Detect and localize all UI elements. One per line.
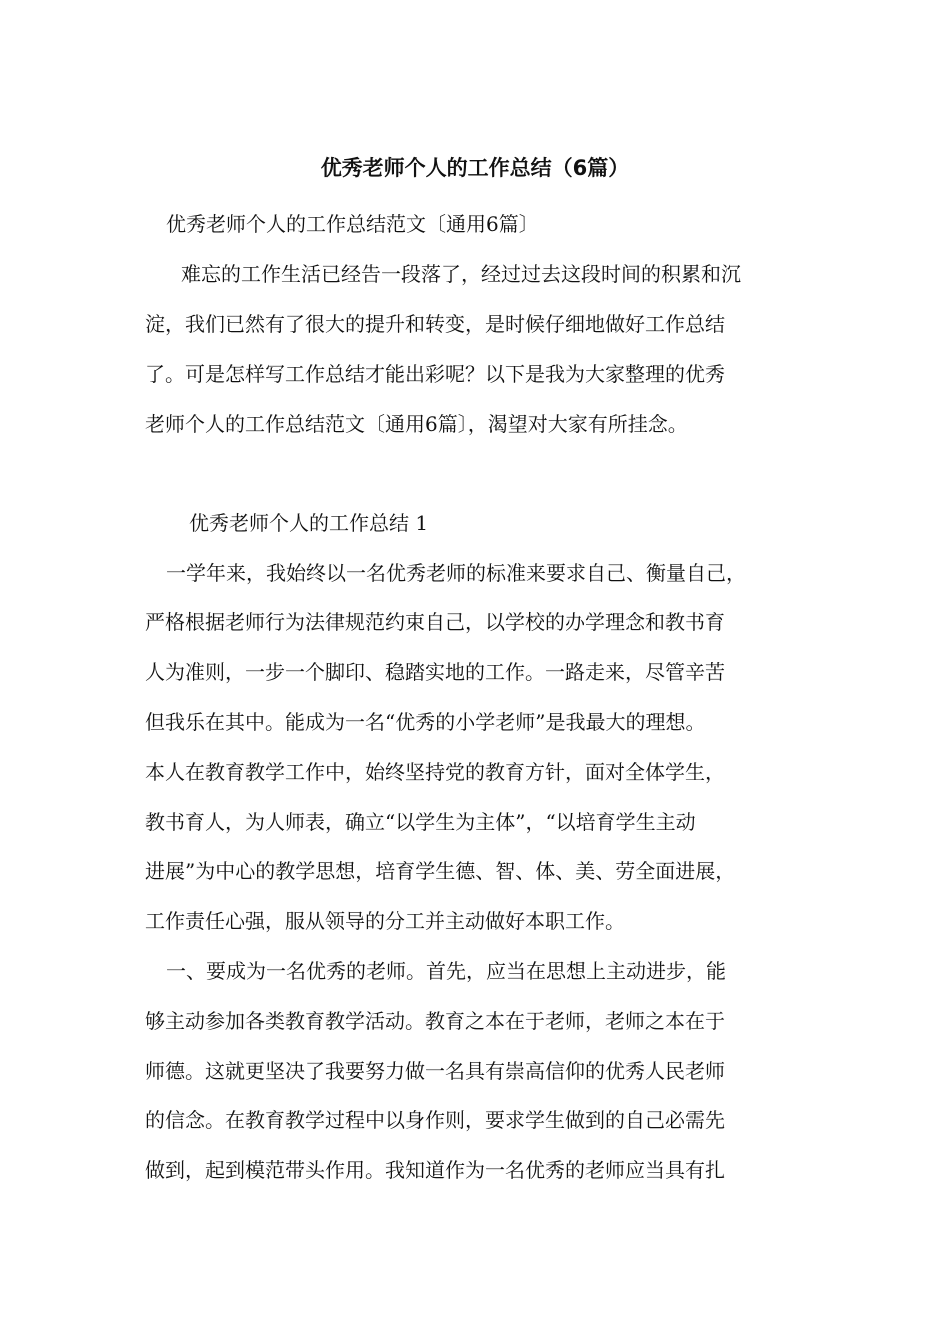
body-line: 严格根据老师行为法律规范约束自己，以学校的办学理念和教书育 (145, 610, 725, 634)
intro-line: 老师个人的工作总结范文〔通用6篇〕，渴望对大家有所挂念。 (145, 412, 688, 436)
intro-line: 了。可是怎样写工作总结才能出彩呢？以下是我为大家整理的优秀 (145, 362, 725, 386)
body-line: 但我乐在其中。能成为一名“优秀的小学老师”是我最大的理想。 (145, 710, 706, 734)
subtitle: 优秀老师个人的工作总结范文〔通用6篇〕 (166, 212, 539, 236)
body-line: 本人在教育教学工作中，始终坚持党的教育方针，面对全体学生， (145, 760, 725, 784)
body-line: 教书育人，为人师表，确立“以学生为主体”，“以培育学生主动 (145, 810, 696, 834)
body-line: 一学年来，我始终以一名优秀老师的标准来要求自己、衡量自己， (166, 561, 746, 585)
body-line: 进展”为中心的教学思想，培育学生德、智、体、美、劳全面进展， (145, 859, 736, 883)
document-title: 优秀老师个人的工作总结（6篇） (320, 156, 630, 180)
body-line: 工作责任心强，服从领导的分工并主动做好本职工作。 (145, 909, 625, 933)
section-heading: 优秀老师个人的工作总结 1 (189, 511, 429, 535)
body-line: 够主动参加各类教育教学活动。教育之本在于老师，老师之本在于 (145, 1009, 725, 1033)
body-line: 做到，起到模范带头作用。我知道作为一名优秀的老师应当具有扎 (145, 1158, 725, 1182)
body-line: 一、要成为一名优秀的老师。首先，应当在思想上主动进步，能 (166, 959, 726, 983)
body-line: 师德。这就更坚决了我要努力做一名具有崇高信仰的优秀人民老师 (145, 1059, 725, 1083)
intro-line: 难忘的工作生活已经告一段落了，经过过去这段时间的积累和沉 (181, 262, 741, 286)
body-line: 的信念。在教育教学过程中以身作则，要求学生做到的自己必需先 (145, 1108, 725, 1132)
body-line: 人为准则，一步一个脚印、稳踏实地的工作。一路走来，尽管辛苦 (145, 660, 725, 684)
intro-line: 淀，我们已然有了很大的提升和转变，是时候仔细地做好工作总结 (145, 312, 725, 336)
